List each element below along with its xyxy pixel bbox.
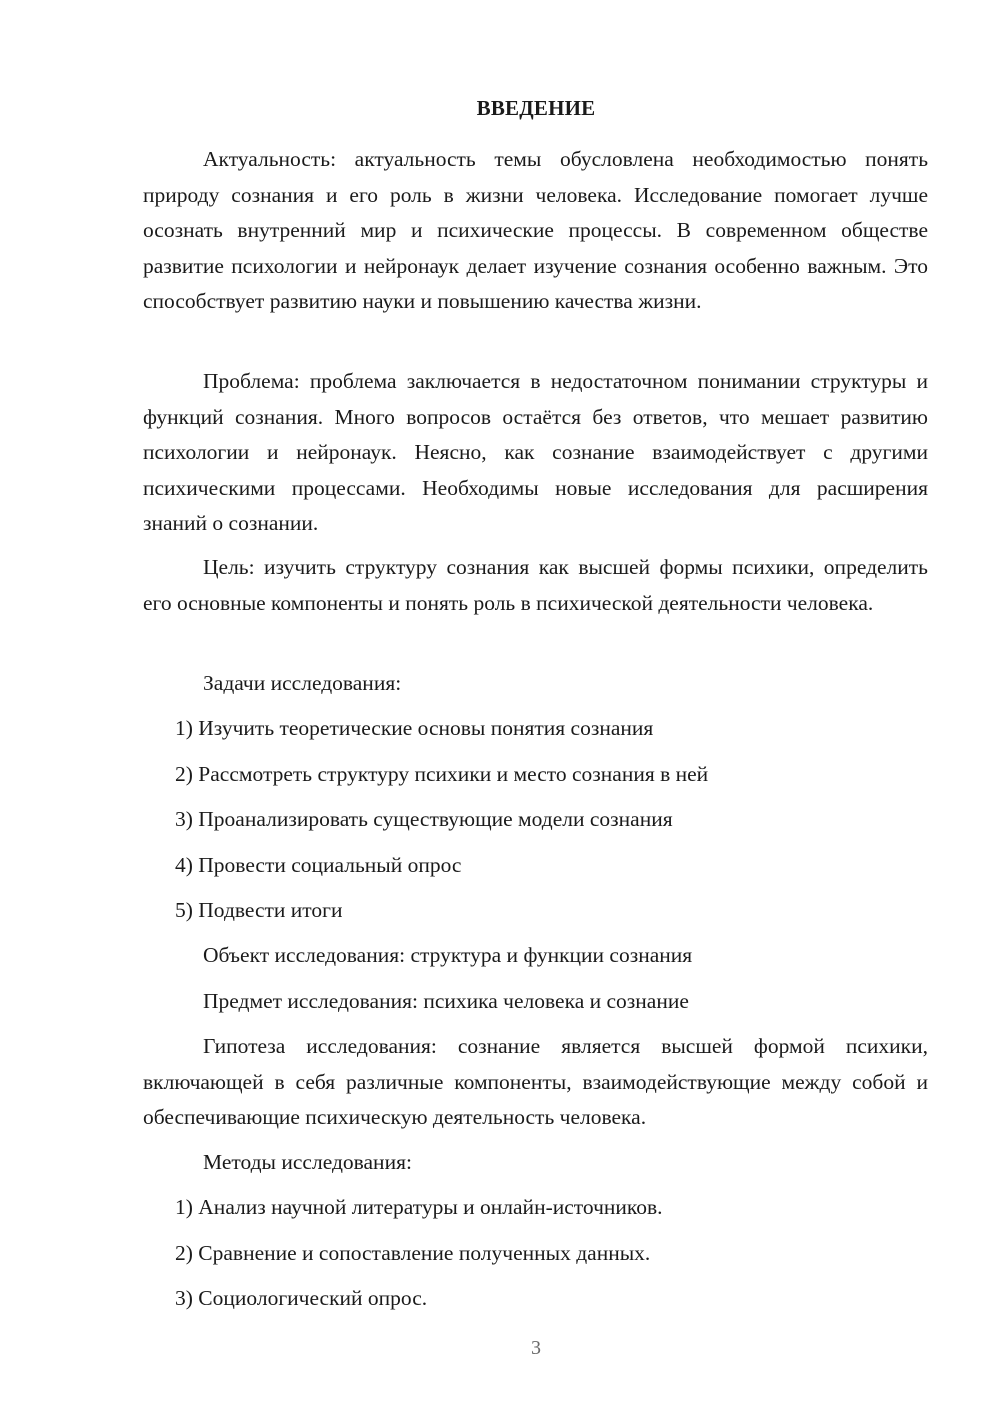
method-item-3: 3) Социологический опрос. [175, 1286, 428, 1310]
paragraph-subject: Предмет исследования: психика человека и сознание [203, 989, 689, 1013]
method-item-2: 2) Сравнение и сопоставление полученных данных. [175, 1241, 651, 1265]
methods-heading: Методы исследования: [203, 1150, 412, 1174]
paragraph-problem: Проблема: проблема заключается в недостаточном понимании структуры и функций сознания. Много вопросов остаётся без ответов, что мешает развитию психологии и нейронаук. Неясно, как сознание взаимодействует с другими психическими процессами. Необходимы новые исследования для расширения знаний о сознании. [143, 369, 928, 535]
paragraph-relevance: Актуальность: актуальность темы обусловлена необходимостью понять природу сознания и его роль в жизни человека. Исследование помогает лучше осознать внутренний мир и психические процессы. В современном обществе развитие психологии и нейронаук делает изучение сознания особенно важным. Это способствует развитию науки и повышению качества жизни. [143, 147, 928, 313]
paragraph-object: Объект исследования: структура и функции сознания [203, 943, 693, 967]
page-number: 3 [531, 1337, 541, 1359]
page-title: ВВЕДЕНИЕ [476, 96, 596, 120]
method-item-1: 1) Анализ научной литературы и онлайн-источников. [175, 1195, 663, 1219]
task-item-1: 1) Изучить теоретические основы понятия сознания [175, 716, 654, 740]
tasks-heading: Задачи исследования: [203, 671, 402, 695]
task-item-2: 2) Рассмотреть структуру психики и место сознания в ней [175, 762, 709, 786]
task-item-4: 4) Провести социальный опрос [175, 853, 462, 877]
paragraph-hypothesis: Гипотеза исследования: сознание является высшей формой психики, включающей в себя различные компоненты, взаимодействующие между собой и обеспечивающие психическую деятельность человека. [143, 1034, 928, 1129]
task-item-3: 3) Проанализировать существующие модели сознания [175, 807, 673, 831]
paragraph-goal: Цель: изучить структуру сознания как высшей формы психики, определить его основные компоненты и понять роль в психической деятельности человека. [143, 555, 928, 615]
task-item-5: 5) Подвести итоги [175, 898, 343, 922]
